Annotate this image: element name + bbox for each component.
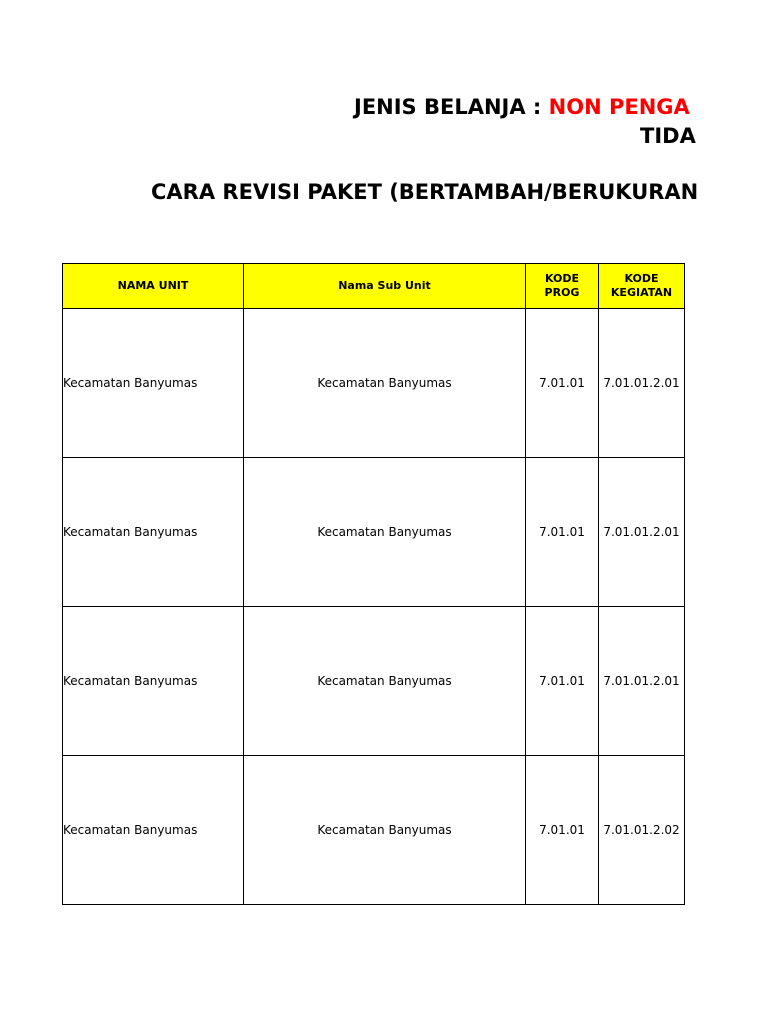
title-highlight: NON PENGA [548, 95, 690, 119]
col-header-nama-unit: NAMA UNIT [63, 264, 244, 309]
cell-kode-prog[interactable]: 7.01.01 [526, 756, 599, 905]
col-header-kode-kegiatan: KODE KEGIATAN [599, 264, 685, 309]
cell-nama-sub-unit[interactable]: Kecamatan Banyumas [244, 458, 526, 607]
cell-nama-unit[interactable]: Kecamatan Banyumas [63, 607, 244, 756]
cell-nama-sub-unit[interactable]: Kecamatan Banyumas [244, 756, 526, 905]
cell-nama-unit[interactable]: Kecamatan Banyumas [63, 756, 244, 905]
table-row [63, 756, 685, 905]
cell-kode-prog[interactable]: 7.01.01 [526, 458, 599, 607]
revisi-table [62, 263, 685, 905]
table-row [63, 309, 685, 458]
cell-nama-unit[interactable]: Kecamatan Banyumas [63, 309, 244, 458]
title-cara-revisi: CARA REVISI PAKET (BERTAMBAH/BERUKURAN [151, 180, 699, 204]
cell-kode-kegiatan[interactable]: 7.01.01.2.01 [599, 607, 685, 756]
col-header-kode-prog: KODE PROG [526, 264, 599, 309]
table-header-row [63, 264, 685, 309]
title-line-2: TIDA [640, 124, 696, 148]
cell-nama-sub-unit[interactable]: Kecamatan Banyumas [244, 309, 526, 458]
cell-kode-prog[interactable]: 7.01.01 [526, 607, 599, 756]
cell-kode-prog[interactable]: 7.01.01 [526, 309, 599, 458]
cell-nama-unit[interactable]: Kecamatan Banyumas [63, 458, 244, 607]
table-row [63, 607, 685, 756]
col-header-nama-sub-unit: Nama Sub Unit [244, 264, 526, 309]
cell-kode-kegiatan[interactable]: 7.01.01.2.01 [599, 309, 685, 458]
cell-kode-kegiatan[interactable]: 7.01.01.2.01 [599, 458, 685, 607]
title-jenis-belanja [354, 95, 690, 119]
cell-nama-sub-unit[interactable]: Kecamatan Banyumas [244, 607, 526, 756]
title-prefix: JENIS BELANJA : [354, 95, 549, 119]
table-row [63, 458, 685, 607]
cell-kode-kegiatan[interactable]: 7.01.01.2.02 [599, 756, 685, 905]
